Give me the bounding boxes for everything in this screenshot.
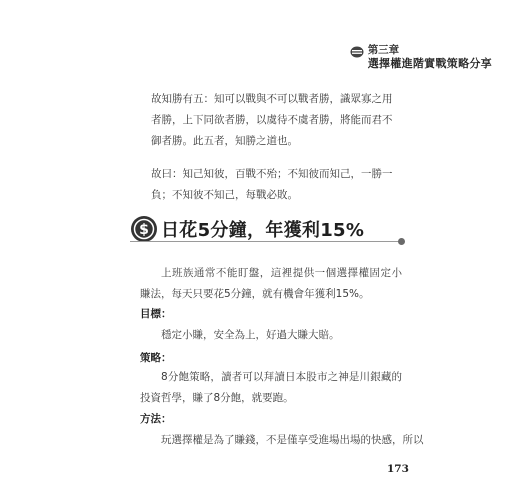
- heading-divider: [130, 241, 400, 242]
- section-heading: [130, 215, 364, 243]
- chapter-title: 選擇權進階實戰策略分享: [367, 57, 492, 70]
- quote-line: 者勝，上下同欲者勝，以虞待不虞者勝，將能而君不: [151, 114, 393, 126]
- section-title: 日花5分鐘，年獲利15%: [161, 220, 365, 241]
- text-line: 8分飽策略，讀者可以拜讀日本股市之神是川銀藏的投資: [140, 371, 402, 404]
- target-paragraph: 穩定小賺，安全為上，好過大賺大賠。: [161, 329, 340, 341]
- text-line: 每天只要花5分鐘，就有機會年獲利15%。: [171, 288, 370, 300]
- intro-paragraph: [140, 263, 402, 305]
- chapter-number: 第三章: [367, 44, 400, 56]
- chapter-header: [350, 44, 492, 71]
- book-logo-icon: [350, 46, 364, 58]
- page-number: 173: [387, 463, 409, 475]
- method-label: 方法：: [140, 413, 172, 425]
- text-line: 上班族通常不能盯盤，這裡提供一個選擇權固定小賺法，: [140, 267, 402, 300]
- svg-text:$: $: [139, 222, 149, 238]
- quote-line: 御者勝。此五者，知勝之道也。: [151, 135, 298, 147]
- method-paragraph: 玩選擇權是為了賺錢，不是僅享受進場出場的快感，所以: [161, 434, 424, 446]
- dollar-coin-icon: [130, 215, 158, 243]
- text-line: 哲學，賺了8分飽，就要跑。: [161, 392, 294, 404]
- sunzi-quote-2: [151, 164, 401, 206]
- target-label: 目標：: [140, 308, 172, 320]
- strategy-label: 策略：: [140, 352, 172, 364]
- strategy-paragraph: [140, 367, 402, 409]
- quote-line: 故曰：知己知彼，百戰不殆；不知彼而知己，一勝一: [151, 168, 393, 180]
- heading-divider-dot: [398, 238, 405, 245]
- quote-line: 故知勝有五：知可以戰與不可以戰者勝，識眾寡之用: [151, 93, 393, 105]
- sunzi-quote-1: [151, 89, 401, 152]
- quote-line: 負；不知彼不知己，每戰必敗。: [151, 189, 298, 201]
